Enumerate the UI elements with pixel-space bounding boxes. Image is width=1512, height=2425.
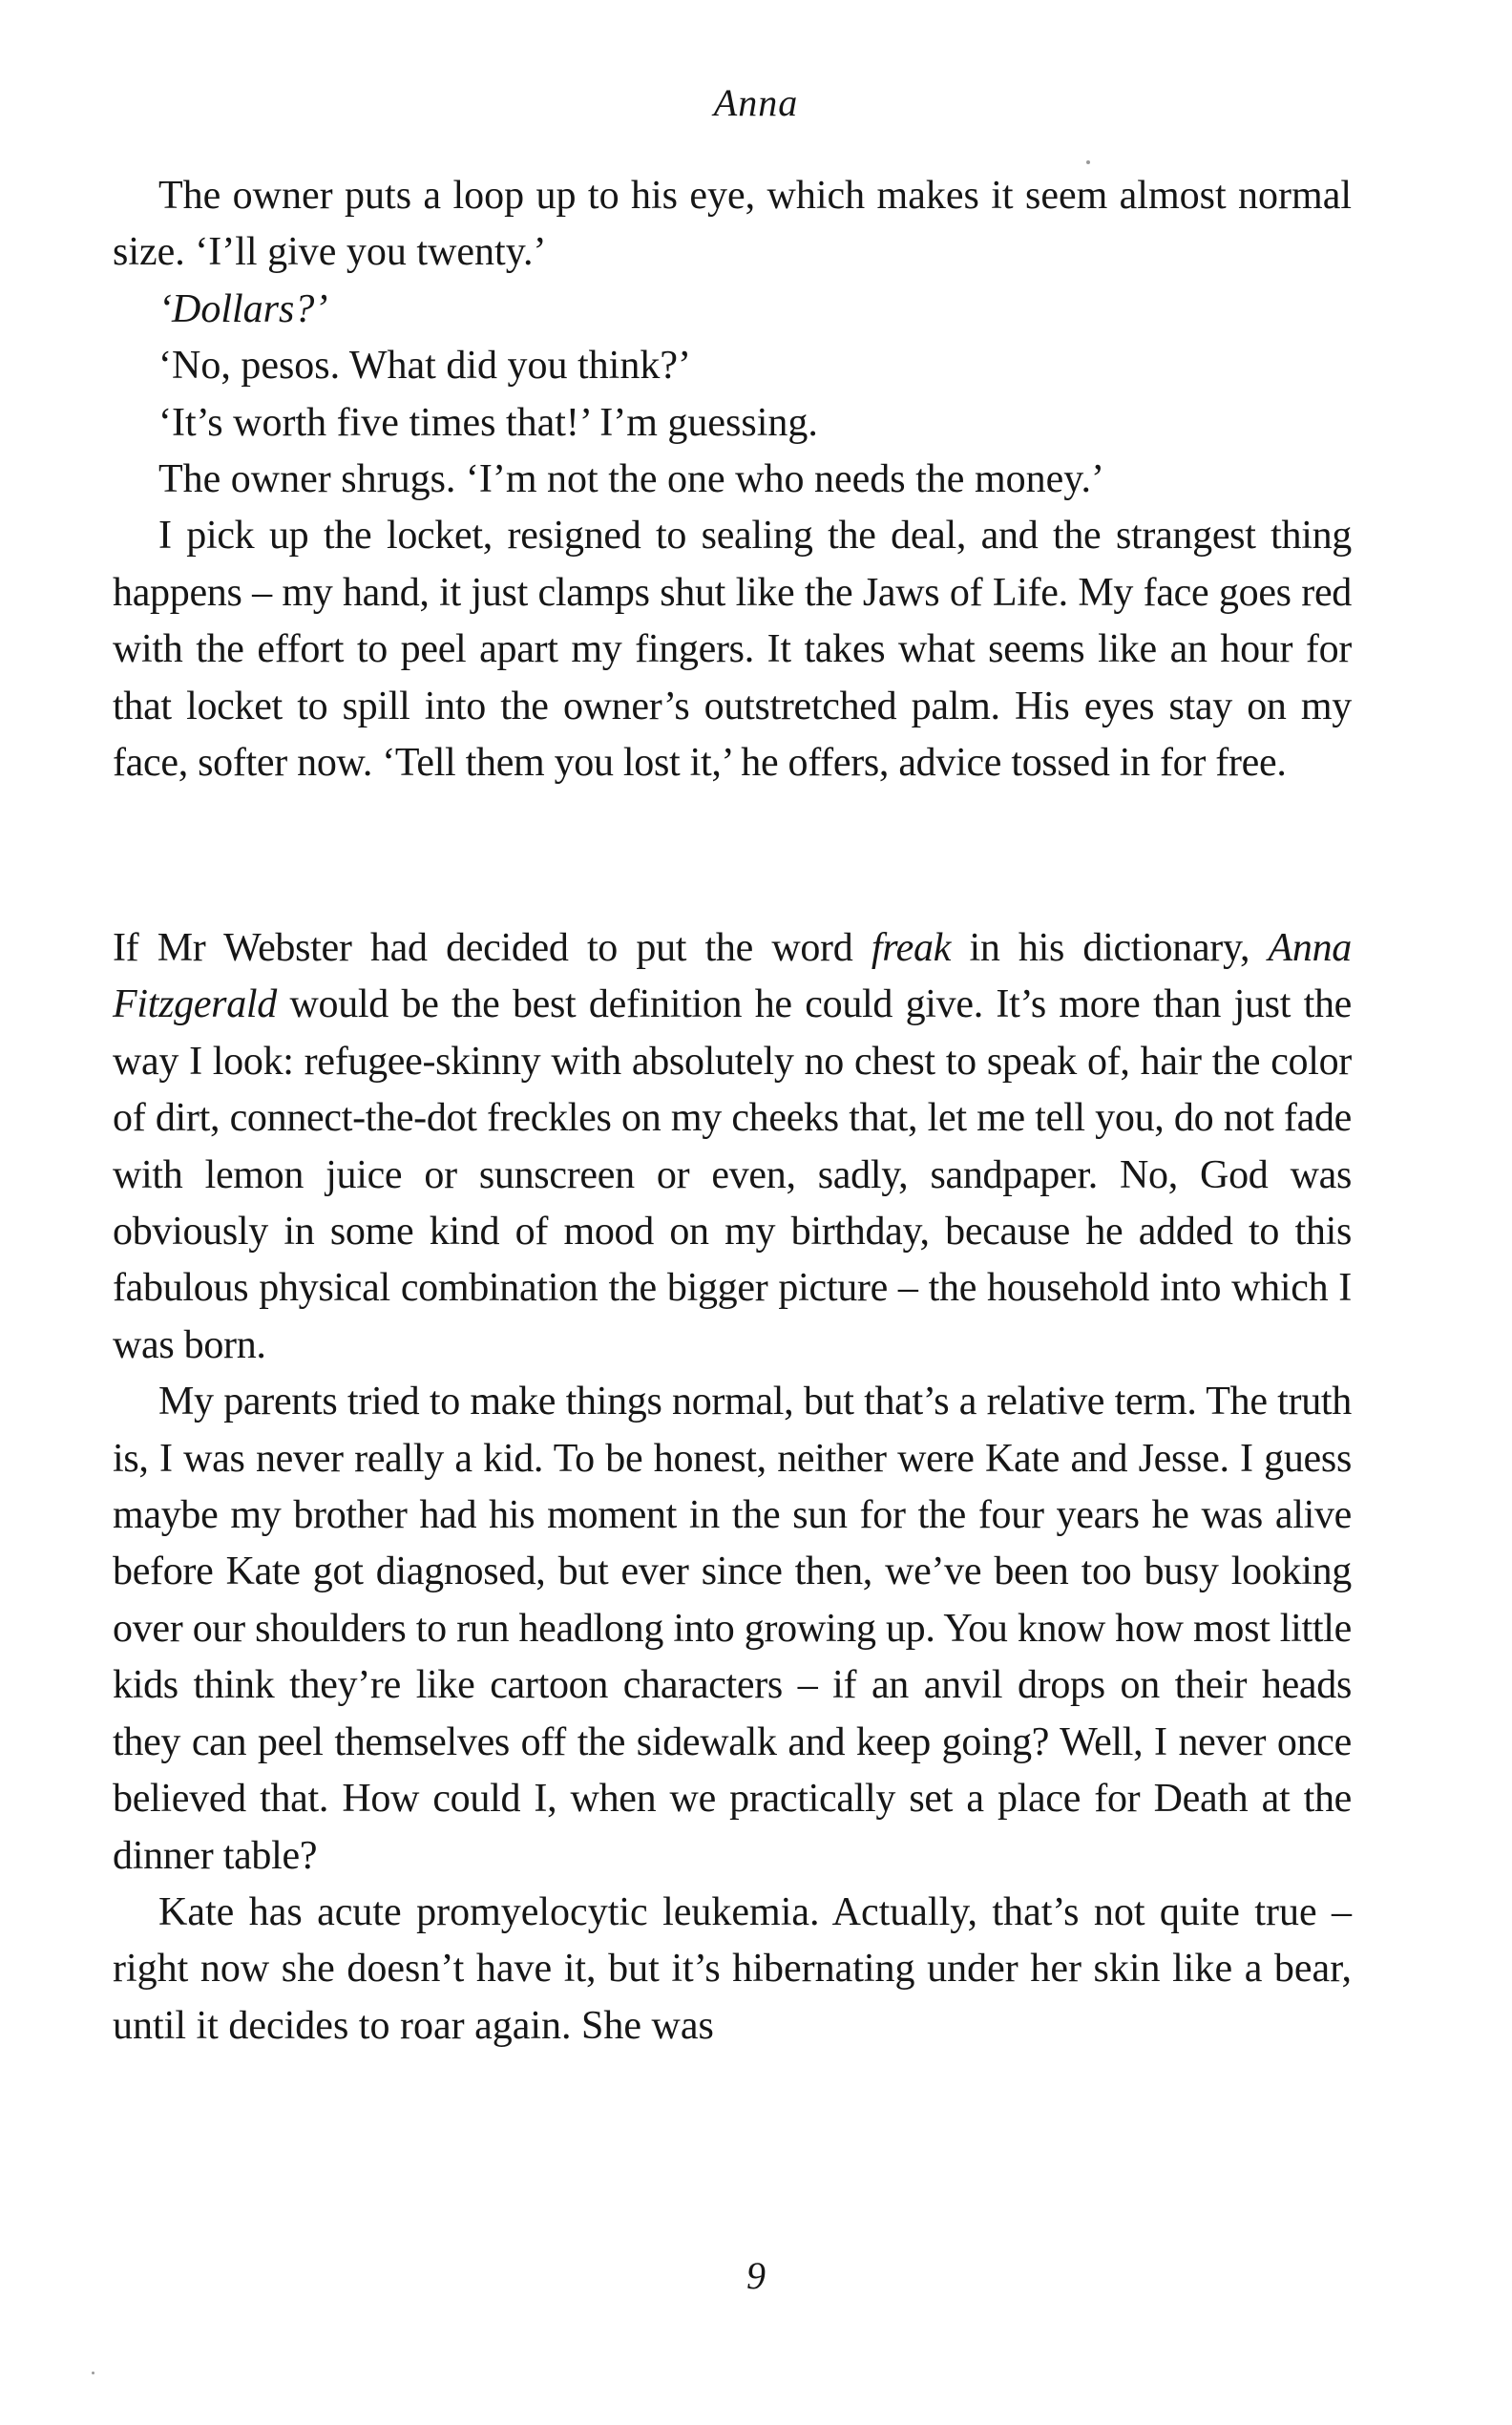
paragraph-shrugs: The owner shrugs. ‘I’m not the one who needs the money.’: [158, 457, 1105, 502]
paragraph-kate-leukemia: Kate has acute promyelocytic leukemia. Actually, that’s not quite true – right now she doesn’t have it, but it’s hibernating under her skin like a bear, until it decides to roar again. She was: [113, 1889, 1352, 2048]
running-head: Anna: [713, 81, 799, 124]
paragraph-dollars: ‘Dollars?’: [158, 286, 328, 331]
section-1: [113, 168, 1352, 791]
freak-word: freak: [871, 926, 952, 970]
paragraph-webster: [113, 920, 1352, 1374]
paragraph-locket: I pick up the locket, resigned to sealing the deal, and the strangest thing happens – my hand, it just clamps shut like the Jaws of Life. My face goes red with the effort to peel apart my fingers. It takes what seems like an hour for that locket to spill into the owner’s outstretched palm. His eyes stay on my face, softer now. ‘Tell them you lost it,’ he offers, advice tossed in for free.: [113, 514, 1352, 786]
paragraph-worth: ‘It’s worth five times that!’ I’m guessing.: [158, 400, 818, 445]
section-2: [113, 920, 1352, 2055]
paragraph-parents: My parents tried to make things normal, but that’s a relative term. The truth is, I was never really a kid. To be honest, neither were Kate and Jesse. I guess maybe my brother had his moment in the sun for the four years he was alive before Kate got diagnosed, but ever since then, we’ve been too busy looking over our shoulders to run headlong into growing up. You know how most little kids think they’re like cartoon characters – if an anvil drops on their heads they can peel themselves off the sidewalk and keep going? Well, I never once believed that. How could I, when we practically set a place for Death at the dinner table?: [113, 1380, 1352, 1878]
scan-speck: [92, 2372, 94, 2374]
page-number: 9: [746, 2254, 766, 2297]
paragraph-owner-loop: The owner puts a loop up to his eye, which makes it seem almost normal size. ‘I’ll give you twenty.’: [113, 174, 1352, 275]
scan-speck: [1086, 160, 1090, 164]
anna-name: Anna Fitzgerald: [113, 926, 1352, 1027]
webster-text-1: If Mr Webster had decided to put the word: [113, 926, 872, 970]
webster-text-3: would be the best definition he could give. It’s more than just the way I look: refugee-skinny with absolutely no chest to speak of, hair the color of dirt, connect-the-dot freckles on my cheeks that, let me tell you, do not fade with lemon juice or sunscreen or even, sadly, sandpaper. No, God was obviously in some kind of mood on my birthday, because he added to this fabulous physical combination the bigger picture – the household into which I was born.: [113, 982, 1352, 1367]
paragraph-pesos: ‘No, pesos. What did you think?’: [158, 344, 691, 389]
webster-text-2: in his dictionary,: [951, 926, 1269, 970]
